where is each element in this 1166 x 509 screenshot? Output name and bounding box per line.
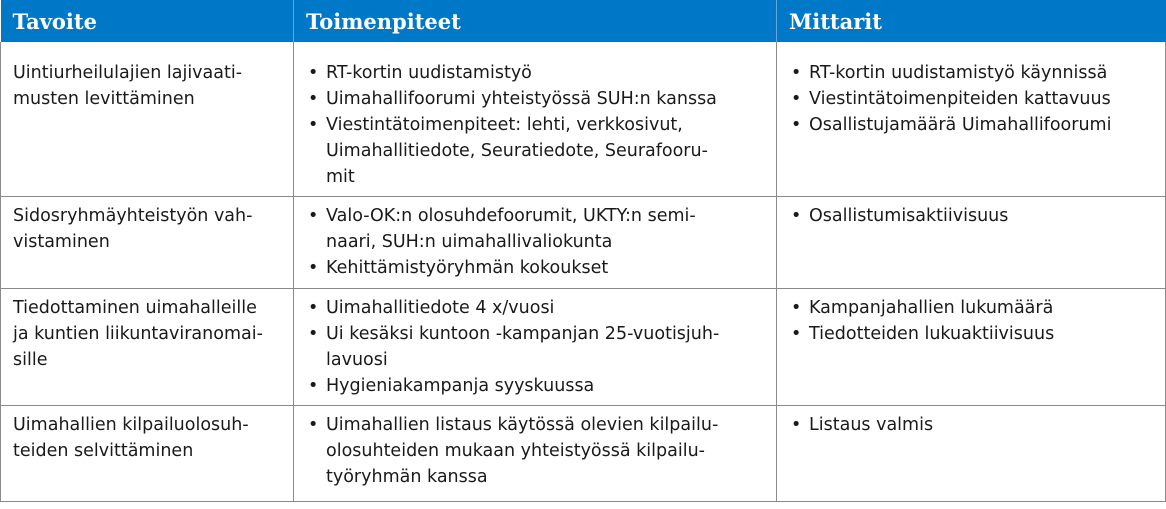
action-item-text: Uimahallifoorumi yhteistyössä SUH:n kanssa — [326, 89, 717, 109]
metric-item-text: Viestintätoimenpiteiden kattavuus — [809, 89, 1111, 109]
table-body — [1, 42, 1166, 502]
action-item — [306, 412, 766, 490]
metric-item-text: Osallistujamäärä Uimahallifoorumi — [809, 115, 1112, 135]
metric-item-text: RT-kortin uudistamistyö käynnissä — [809, 63, 1108, 83]
metric-item — [789, 86, 1155, 112]
table-row — [1, 406, 1166, 502]
action-item-text: työryhmän kanssa — [326, 467, 488, 487]
table-row — [1, 289, 1166, 406]
actions-list — [306, 412, 766, 490]
action-item-text: olosuhteiden mukaan yhteistyössä kilpailu- — [326, 441, 705, 461]
table-row — [1, 42, 1166, 197]
header-tavoite: Tavoite — [1, 0, 294, 42]
metric-item — [789, 412, 1155, 438]
metrics-cell — [777, 197, 1166, 289]
bullet-icon: • — [791, 324, 802, 344]
actions-list — [306, 295, 766, 399]
goal-text: Sidosryhmäyhteistyön vah- — [13, 206, 253, 226]
bullet-icon: • — [308, 298, 319, 318]
action-item-text: RT-kortin uudistamistyö — [326, 63, 532, 83]
table-row — [1, 197, 1166, 289]
bullet-icon: • — [791, 206, 802, 226]
action-item-text: Uimahallien listaus käytössä olevien kilpailu- — [326, 415, 719, 435]
goal-text: Uimahallien kilpailuolosuh- — [13, 415, 249, 435]
goal-text: Uintiurheilulajien lajivaati- — [13, 63, 243, 83]
bullet-icon: • — [308, 324, 319, 344]
action-item-text: Uimahallitiedote 4 x/vuosi — [326, 298, 555, 318]
goal-text: sille — [13, 350, 48, 370]
goal-cell — [1, 406, 294, 502]
goal-cell — [1, 42, 294, 197]
bullet-icon: • — [791, 89, 802, 109]
actions-cell — [294, 289, 777, 406]
goal-text: Tiedottaminen uimahalleille — [13, 298, 257, 318]
bullet-icon: • — [791, 298, 802, 318]
actions-cell — [294, 197, 777, 289]
actions-list — [306, 203, 766, 281]
bullet-icon: • — [308, 376, 319, 396]
action-item — [306, 373, 766, 399]
bullet-icon: • — [308, 115, 319, 135]
metric-item-text: Listaus valmis — [809, 415, 934, 435]
goal-text: teiden selvittäminen — [13, 441, 194, 461]
action-item — [306, 112, 766, 190]
metrics-list — [789, 295, 1155, 347]
action-item-text: Uimahallitiedote, Seuratiedote, Seurafooru- — [326, 141, 708, 161]
bullet-icon: • — [308, 258, 319, 278]
action-item-text: Ui kesäksi kuntoon -kampanjan 25-vuotisjuh- — [326, 324, 720, 344]
metric-item — [789, 295, 1155, 321]
bullet-icon: • — [791, 415, 802, 435]
metrics-cell — [777, 406, 1166, 502]
metric-item — [789, 321, 1155, 347]
goal-text: musten levittäminen — [13, 89, 195, 109]
goal-text: ja kuntien liikuntaviranomai- — [13, 324, 263, 344]
actions-cell — [294, 42, 777, 197]
goal-cell — [1, 197, 294, 289]
bullet-icon: • — [308, 63, 319, 83]
action-item — [306, 295, 766, 321]
metrics-cell — [777, 289, 1166, 406]
action-item-text: naari, SUH:n uimahallivaliokunta — [326, 232, 613, 252]
header-row — [1, 0, 1166, 42]
goal-cell — [1, 289, 294, 406]
action-item — [306, 255, 766, 281]
action-item — [306, 321, 766, 373]
metric-item-text: Osallistumisaktiivisuus — [809, 206, 1009, 226]
action-item-text: mit — [326, 167, 355, 187]
metric-item — [789, 60, 1155, 86]
metric-item-text: Kampanjahallien lukumäärä — [809, 298, 1054, 318]
metric-item-text: Tiedotteiden lukuaktiivisuus — [809, 324, 1055, 344]
metric-item — [789, 112, 1155, 138]
header-toimenpiteet: Toimenpiteet — [294, 0, 777, 42]
action-item-text: lavuosi — [326, 350, 388, 370]
metric-item — [789, 203, 1155, 229]
bullet-icon: • — [791, 115, 802, 135]
action-item — [306, 60, 766, 86]
action-item-text: Viestintätoimenpiteet: lehti, verkkosivut, — [326, 115, 683, 135]
actions-list — [306, 60, 766, 190]
action-item — [306, 86, 766, 112]
action-item-text: Kehittämistyöryhmän kokoukset — [326, 258, 609, 278]
goal-text: vistaminen — [13, 232, 110, 252]
metrics-list — [789, 203, 1155, 229]
bullet-icon: • — [308, 89, 319, 109]
bullet-icon: • — [308, 415, 319, 435]
bullet-icon: • — [791, 63, 802, 83]
bullet-icon: • — [308, 206, 319, 226]
table-header — [1, 0, 1166, 42]
action-item-text: Hygieniakampanja syyskuussa — [326, 376, 595, 396]
metrics-list — [789, 60, 1155, 138]
action-item — [306, 203, 766, 255]
metrics-cell — [777, 42, 1166, 197]
metrics-list — [789, 412, 1155, 438]
header-mittarit: Mittarit — [777, 0, 1166, 42]
action-item-text: Valo-OK:n olosuhdefoorumit, UKTY:n semi- — [326, 206, 696, 226]
actions-cell — [294, 406, 777, 502]
